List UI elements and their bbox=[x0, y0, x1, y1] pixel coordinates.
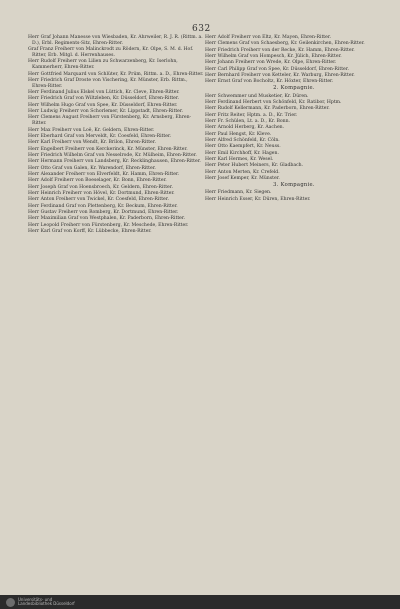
register-entry: Herr Leopold Freiherr von Fürstenberg, Kr. Meschede, Ehren-Ritter. bbox=[28, 222, 189, 228]
section-heading: 2. Kompagnie. bbox=[273, 85, 315, 92]
page-number: 632 bbox=[192, 24, 211, 34]
register-entry: Herr Gottfried Marquard von Schlüter, Kr. Prüm, Rittm. a. D., Ehren-Ritter. bbox=[28, 71, 204, 77]
register-entry: Herr Ludwig Freiherr von Schorlemer, Kr. Lippstadt, Ehren-Ritter. bbox=[28, 109, 184, 115]
register-entry: Herr Schwemmer und Musketier, Kr. Düren. bbox=[205, 93, 309, 99]
register-entry: Herr Eberhard Graf von Merveldt, Kr. Coesfeld, Ehren-Ritter. bbox=[28, 134, 172, 139]
library-logo-icon bbox=[6, 598, 15, 607]
register-entry: Herr Karl Graf von Korff, Kr. Lübbecke, Ehren-Ritter. bbox=[28, 229, 152, 235]
register-entry: Herr Johann Freiherr von Wrede, Kr. Olpe, Ehren-Ritter. bbox=[205, 60, 337, 66]
register-entry: Herr Hermann Freiherr von Landsberg, Kr. Recklinghausen, Ehren-Ritter. bbox=[28, 159, 201, 165]
register-entry: Herr Friedrich Freiherr von der Recke, Kr. Hamm, Ehren-Ritter. bbox=[205, 47, 355, 53]
register-entry: Herr Max Freiherr von Loë, Kr. Geldern, Ehren-Ritter. bbox=[28, 127, 155, 133]
register-entry: Herr Josef Kemper, Kr. Münster. bbox=[205, 176, 280, 182]
register-entry: Herr Friedrich Graf Droste von Vischering, Kr. Münster, Erb. Rittm., Ehren-Ritter. bbox=[28, 77, 188, 89]
register-entry: Herr Rudolf Freiherr von Lilien zu Schwarzenberg, Kr. Iserlohn, Kammerherr, Ehren-Ritter. bbox=[28, 59, 178, 71]
register-entry: Herr Friedrich Wilhelm Graf von Nesselrode, Kr. Mülheim, Ehren-Ritter. bbox=[28, 153, 197, 159]
register-entry: Herr Clemens August Freiherr von Fürstenberg, Kr. Arnsberg, Ehren-Ritter. bbox=[28, 115, 192, 127]
register-entry: Herr Peter Hubert Meiners, Kr. Gladbach. bbox=[205, 163, 304, 169]
register-entry: Herr Alfred Schönfeld, Kr. Cöln. bbox=[205, 138, 280, 143]
register-entry: Herr Clemens Graf von Schaesberg, Kr. Geilenkirchen, Ehren-Ritter. bbox=[205, 41, 365, 47]
register-entry: Herr Otto Kaempfert, Kr. Neuss. bbox=[205, 144, 281, 150]
register-entry: Herr Karl Hermes, Kr. Wesel. bbox=[205, 157, 274, 163]
left-column bbox=[28, 35, 204, 236]
register-entry: Herr Engelbert Freiherr von Kerckerinck, Kr. Münster, Ehren-Ritter. bbox=[28, 146, 188, 152]
register-entry: Herr Gustav Freiherr von Romberg, Kr. Dortmund, Ehren-Ritter. bbox=[28, 210, 179, 216]
register-entry: Herr Fr. Schülen, Lt. a. D., Kr. Bonn. bbox=[205, 118, 291, 124]
register-entry: Herr Rudolf Kellermann, Kr. Paderborn, Ehren-Ritter. bbox=[205, 106, 330, 112]
register-entry: Herr Ferdinand Herbert von Schönfeld, Kr. Ratibor, Hptm. bbox=[205, 99, 342, 105]
register-entry: Herr Adolf Freiherr von Boeselager, Kr. Bonn, Ehren-Ritter. bbox=[28, 178, 167, 184]
library-footer bbox=[0, 595, 400, 609]
register-entry: Herr Graf Johann Manesse von Wiesbaden, Kr. Ahrweiler, R. J. R. (Rittm. a. D.), Erbl. Regiments-Sitz, Ehren-Ritter. bbox=[28, 35, 203, 46]
register-entry: Herr Friedmann, Kr. Siegen. bbox=[205, 190, 272, 196]
library-name: Universitäts- und Landesbibliothek Düsseldorf bbox=[18, 596, 75, 607]
register-entry: Herr Ernst Graf von Bocholtz, Kr. Höxter, Ehren-Ritter. bbox=[205, 79, 334, 85]
register-entry: Herr Friedrich Graf von Wiltzleben, Kr. Düsseldorf, Ehren-Ritter. bbox=[28, 96, 180, 102]
register-entry: Herr Anton Freiherr von Twickel, Kr. Coesfeld, Ehren-Ritter. bbox=[28, 197, 169, 203]
register-entry: Herr Wilhelm Graf von Hompesch, Kr. Jülich, Ehren-Ritter. bbox=[205, 54, 342, 60]
register-entry: Herr Bernhard Freiherr von Ketteler, Kr. Warburg, Ehren-Ritter. bbox=[205, 73, 355, 79]
register-entry: Herr Heinrich Esser, Kr. Düren, Ehren-Ritter. bbox=[205, 196, 311, 202]
register-entry: Herr Paul Hengst, Kr. Kleve. bbox=[205, 131, 272, 137]
register-entry: Herr Alexander Freiherr von Elverfeldt, Kr. Hamm, Ehren-Ritter. bbox=[28, 172, 180, 178]
register-entry: Herr Heinrich Freiherr von Hövel, Kr. Dortmund, Ehren-Ritter. bbox=[28, 191, 175, 197]
register-entry: Graf Franz Freiherr von Malinckrodt zu Rödern, Kr. Olpe, S. M. d. Hof. Ritter, Erb. Mitgl. d. Herrenhauses. bbox=[28, 47, 194, 59]
register-entry: Herr Karl Freiherr von Wendt, Kr. Brilon, Ehren-Ritter. bbox=[28, 140, 156, 146]
register-entry: Herr Emil Kirchhoff, Kr. Hagen. bbox=[205, 150, 279, 156]
register-entry: Herr Arnold Herberg, Kr. Aachen. bbox=[205, 125, 285, 131]
register-entry: Herr Wilhelm Hugo Graf von Spee, Kr. Düsseldorf, Ehren-Ritter. bbox=[28, 102, 178, 108]
register-entry: Herr Otto Graf von Galen, Kr. Warendorf, Ehren-Ritter. bbox=[28, 165, 156, 171]
register-entry: Herr Anton Merten, Kr. Crefeld. bbox=[205, 169, 280, 175]
register-entry: Herr Maximilian Graf von Westphalen, Kr. Paderborn, Ehren-Ritter. bbox=[28, 216, 186, 222]
register-entry: Herr Carl Philipp Graf von Spee, Kr. Düsseldorf, Ehren-Ritter. bbox=[205, 66, 349, 72]
register-entry: Herr Ferdinand Graf von Plettenberg, Kr. Beckum, Ehren-Ritter. bbox=[28, 203, 178, 209]
register-entry: Herr Joseph Graf von Hoensbroech, Kr. Geldern, Ehren-Ritter. bbox=[28, 184, 173, 190]
section-heading: 3. Kompagnie. bbox=[273, 181, 315, 188]
register-entry: Herr Fritz Reiter, Hptm. a. D., Kr. Trier. bbox=[205, 112, 298, 118]
right-column bbox=[205, 35, 383, 203]
register-entry: Herr Adolf Freiherr von Eltz, Kr. Mayen, Ehren-Ritter. bbox=[205, 35, 332, 40]
register-entry: Herr Ferdinand Julius Elskel von Lüttich, Kr. Cleve, Ehren-Ritter. bbox=[28, 90, 180, 96]
